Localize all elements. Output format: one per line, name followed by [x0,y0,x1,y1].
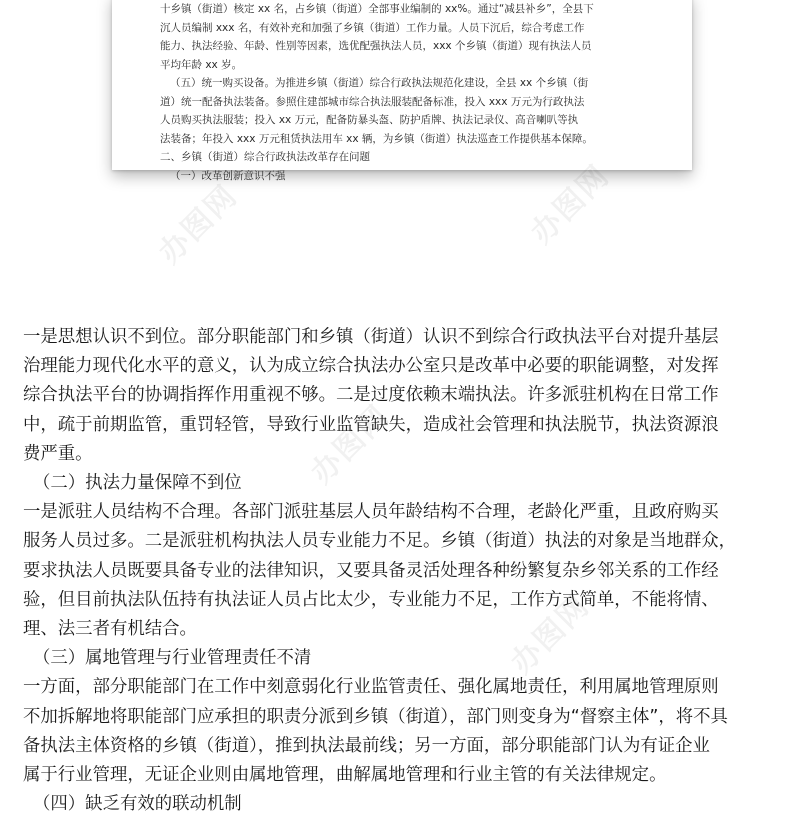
preview-line: 人员购买执法服装；投入 xx 万元，配备防暴头盔、防护盾牌、执法记录仪、高音喇叭等执 [160,114,579,126]
watermark: 办图网 [152,178,245,271]
paragraph-line: 一是思想认识不到位。部分职能部门和乡镇（街道）认识不到综合行政执法平台对提升基层 [23,327,719,347]
section-heading: （三）属地管理与行业管理责任不清 [33,648,312,669]
document-preview-card [112,0,692,182]
paragraph-line: 要求执法人员既要具备专业的法律知识，又要具备灵活处理各种纷繁复杂乡邻关系的工作经 [23,560,719,581]
preview-line: 平均年龄 xx 岁。 [160,58,243,71]
preview-line: 能力、执法经验、年龄、性别等因素，选优配强执法人员，xxx 个乡镇（街道）现有执法人员 [160,40,592,52]
paragraph-line: 理、法三者有机结合。 [23,619,197,640]
paragraph-line: 综合执法平台的协调指挥作用重视不够。二是过度依赖末端执法。许多派驻机构在日常工作 [23,385,719,406]
preview-line: 法装备；年投入 xxx 万元租赁执法用车 xx 辆，为乡镇（街道）执法巡查工作提供基本保障。 [160,132,593,145]
preview-line: 沉人员编制 xxx 名，有效补充和加强了乡镇（街道）工作力量。人员下沉后，综合考虑工作 [160,21,585,34]
paragraph-line: 中，疏于前期监管，重罚轻管，导致行业监管缺失，造成社会管理和执法脱节，执法资源浪 [23,414,719,435]
preview-line: 十乡镇（街道）核定 xx 名，占乡镇（街道）全部事业编制的 xx%。通过“减县补乡”，全县下 [160,3,594,15]
section-heading: （四）缺乏有效的联动机制 [33,794,242,815]
watermark: 办图网 [504,588,597,681]
document-body [23,323,783,819]
section-heading: （二）执法力量保障不到位 [33,473,242,494]
watermark: 办图网 [524,158,617,251]
paragraph-line: 验，但目前执法队伍持有执法证人员占比太少，专业能力不足，工作方式简单，不能将情、 [23,589,719,610]
preview-line: 道）统一配备执法装备。参照住建部城市综合执法服装配备标准，投入 xxx 万元为行政执法 [160,95,585,108]
paragraph-line: 治理能力现代化水平的意义，认为成立综合执法办公室只是改革中必要的职能调整，对发挥 [23,356,719,377]
paragraph-line: 不加拆解地将职能部门应承担的职责分派到乡镇（街道），部门则变身为“督察主体”，将不具 [23,706,728,727]
paragraph-line: 服务人员过多。二是派驻机构执法人员专业能力不足。乡镇（街道）执法的对象是当地群众， [23,531,737,552]
paragraph-line: 属于行业管理，无证企业则由属地管理，曲解属地管理和行业主管的有关法律规定。 [23,765,667,786]
preview-heading: 二、乡镇（街道）综合行政执法改革存在问题 [160,151,370,163]
paragraph-line: 一是派驻人员结构不合理。各部门派驻基层人员年龄结构不合理，老龄化严重，且政府购买 [23,502,719,523]
preview-subheading: （一）改革创新意识不强 [170,169,286,182]
paragraph-line: 费严重。 [23,443,93,464]
paragraph-line: 备执法主体资格的乡镇（街道），推到执法最前线；另一方面，部分职能部门认为有证企业 [23,735,710,756]
document-preview-body [112,0,692,185]
watermark: 办图网 [304,398,397,491]
preview-line: （五）统一购买设备。为推进乡镇（街道）综合行政执法规范化建设，全县 xx 个乡镇（街 [170,77,589,89]
paragraph-line: 一方面，部分职能部门在工作中刻意弱化行业监管责任、强化属地责任，利用属地管理原则 [23,677,719,698]
